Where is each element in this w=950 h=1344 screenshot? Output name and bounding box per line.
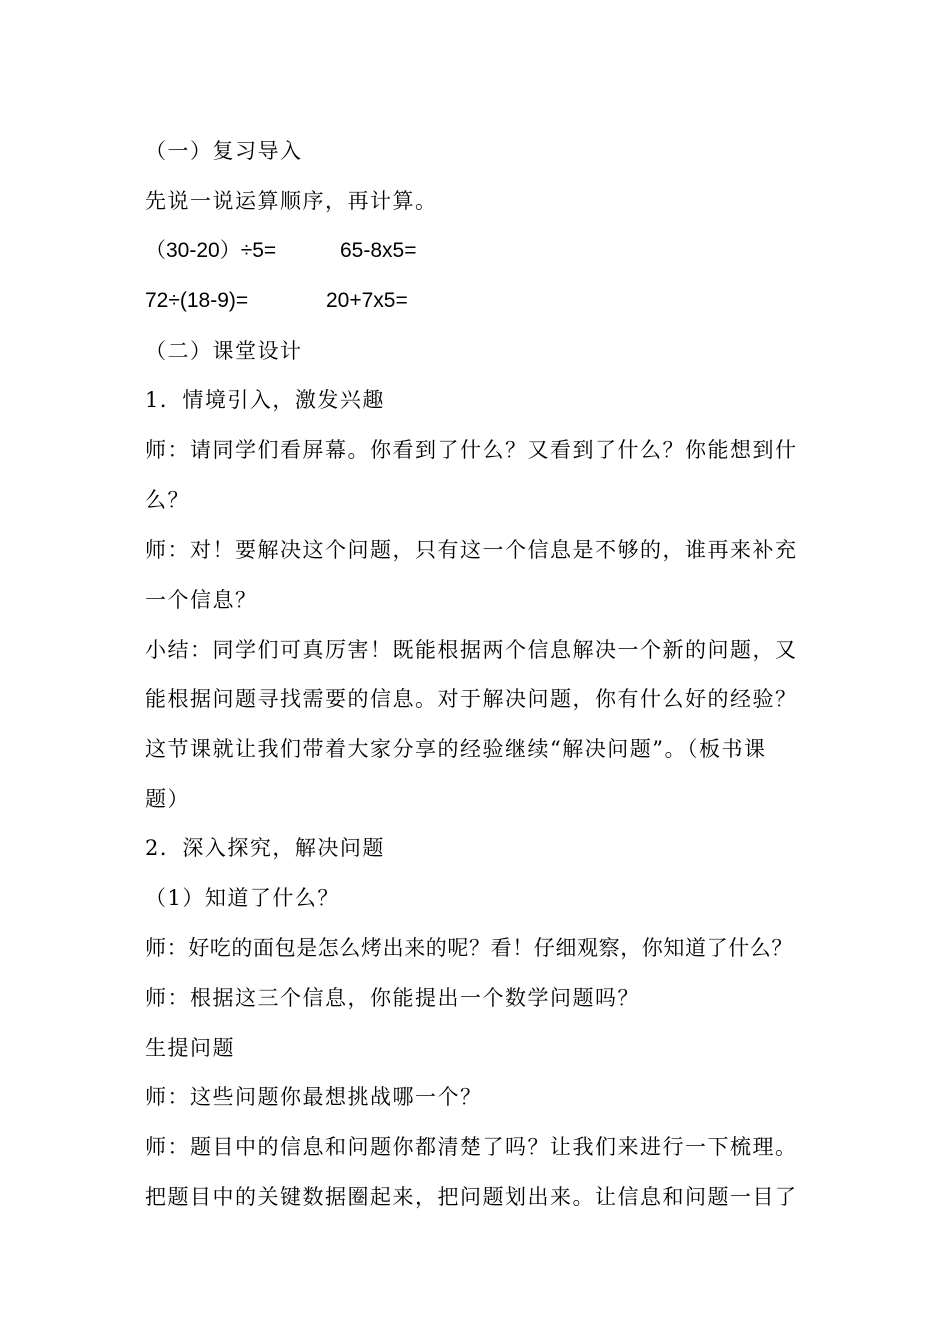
paragraph-line: 这节课就让我们带着大家分享的经验继续“解决问题”。（板书课: [145, 737, 767, 761]
paragraph-line: 师：好吃的面包是怎么烤出来的呢？看！仔细观察，你知道了什么？: [145, 936, 793, 960]
paragraph-line: 生提问题: [145, 1036, 235, 1060]
paragraph-line: 师：请同学们看屏幕。你看到了什么？又看到了什么？你能想到什: [145, 438, 798, 462]
expression-3: 72÷(18-9)=: [145, 289, 249, 312]
paragraph-line: 师：这些问题你最想挑战哪一个？: [145, 1085, 483, 1109]
expression-4: 20+7x5=: [326, 289, 408, 312]
step-2-heading: 2．深入探究，解决问题: [145, 836, 385, 860]
paragraph-line: 小结：同学们可真厉害！既能根据两个信息解决一个新的问题，又: [145, 638, 798, 662]
paragraph-line: 一个信息？: [145, 588, 258, 612]
section-2-heading: （二）课堂设计: [145, 339, 303, 363]
paragraph-line: 题）: [145, 787, 190, 811]
paragraph-line: 师：对！要解决这个问题，只有这一个信息是不够的，谁再来补充: [145, 538, 798, 562]
section-1-heading: （一）复习导入: [145, 139, 303, 163]
paragraph-line: 么？: [145, 488, 190, 512]
expression-1: （30-20）÷5=: [145, 239, 277, 262]
paragraph-line: 能根据问题寻找需要的信息。对于解决问题，你有什么好的经验？: [145, 687, 798, 711]
paragraph-line: 师：题目中的信息和问题你都清楚了吗？让我们来进行一下梳理。: [145, 1135, 798, 1159]
expression-2: 65-8x5=: [340, 239, 417, 262]
paragraph-line: 把题目中的关键数据圈起来，把问题划出来。让信息和问题一目了: [145, 1185, 798, 1209]
paragraph-line: 师：根据这三个信息，你能提出一个数学问题吗？: [145, 986, 640, 1010]
section-1-instruction: 先说一说运算顺序，再计算。: [145, 189, 438, 213]
subsection-heading: （1）知道了什么？: [145, 886, 340, 910]
step-1-heading: 1．情境引入，激发兴趣: [145, 388, 385, 412]
